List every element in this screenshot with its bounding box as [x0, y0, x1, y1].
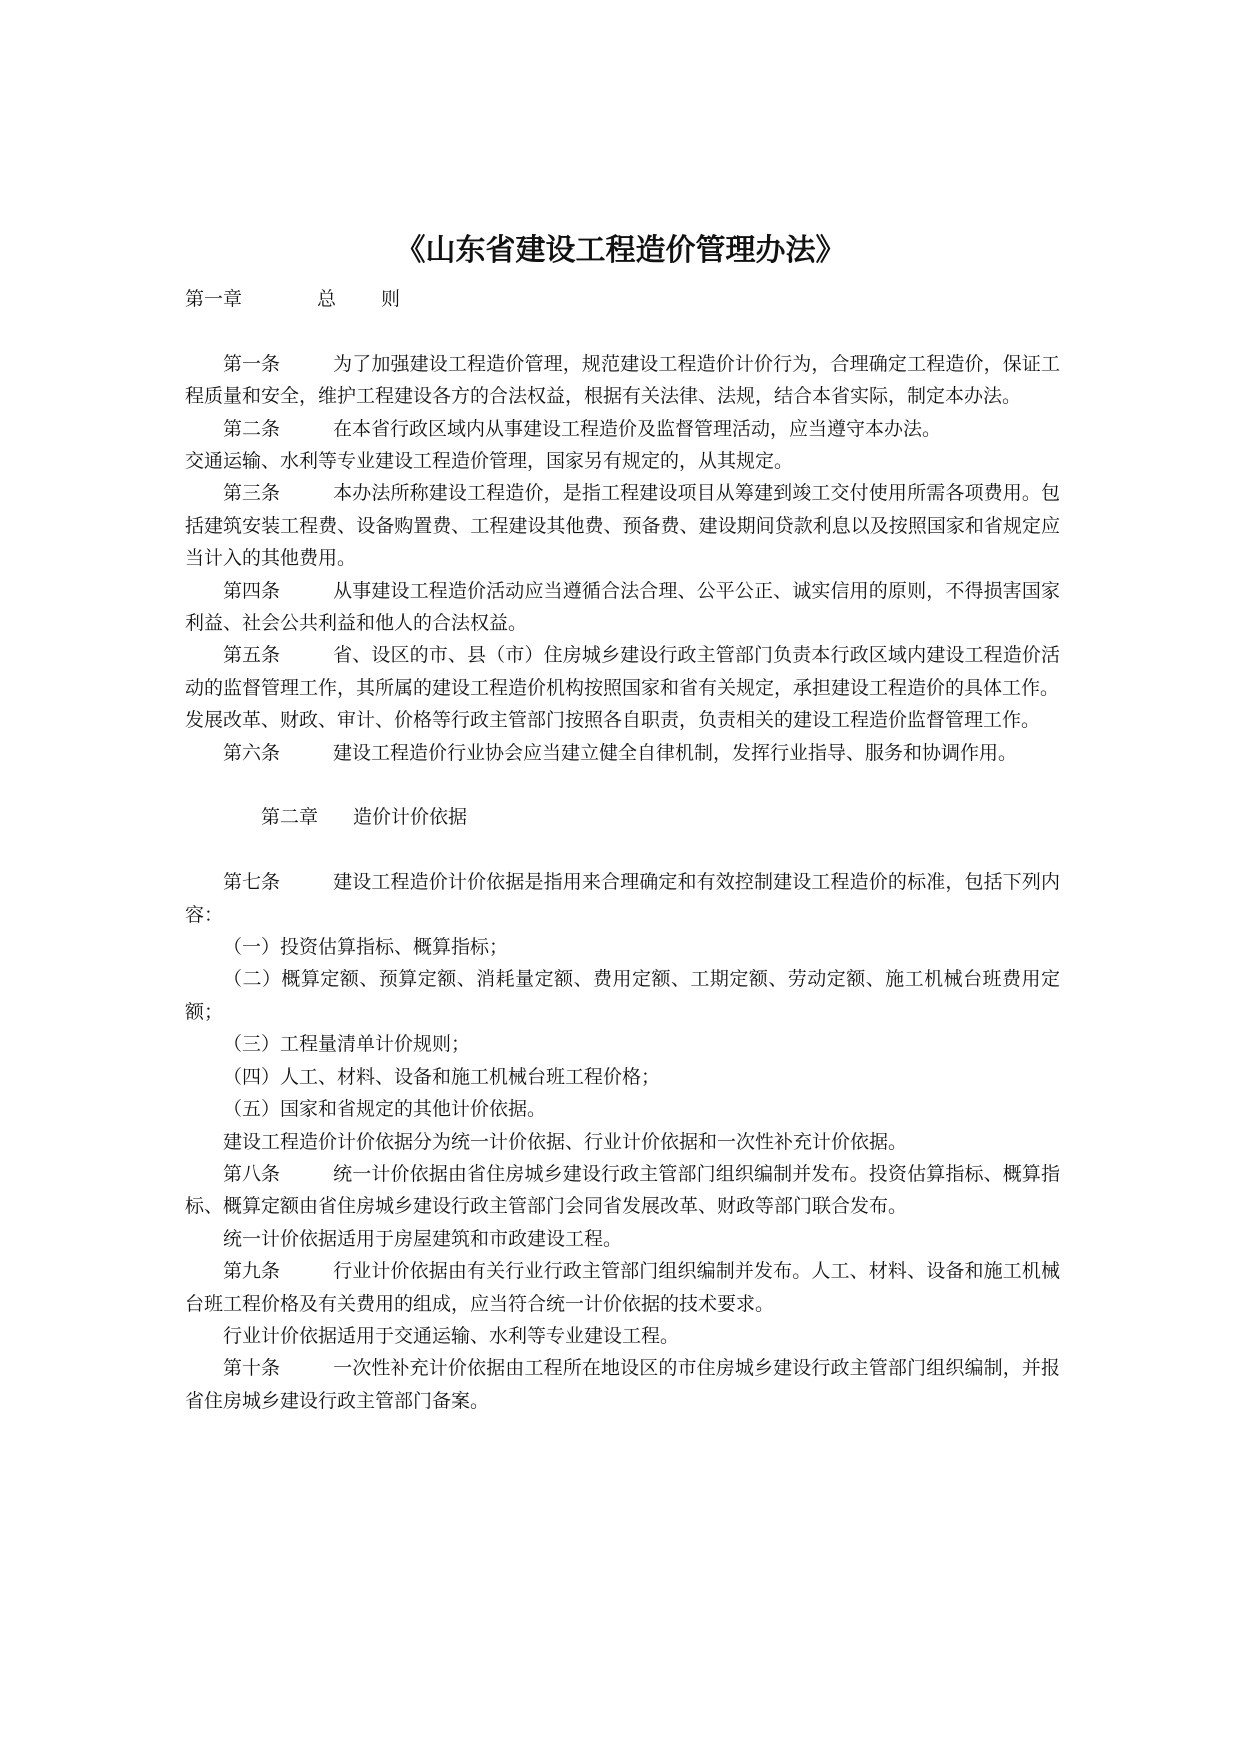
article: [185, 737, 1060, 769]
document-body: [185, 283, 1060, 1417]
article-number: 第九条: [223, 1260, 281, 1283]
paragraph: 统一计价依据适用于房屋建筑和市政建设工程。: [223, 1227, 623, 1250]
article-number: 第二条: [223, 417, 281, 440]
article: [185, 1158, 1060, 1223]
article: [185, 1352, 1060, 1417]
spacer: [185, 769, 1060, 801]
article-number: 第六条: [223, 741, 281, 764]
article-number: 第七条: [223, 871, 281, 894]
article-number: 第四条: [223, 579, 281, 602]
chapter-number: 第一章: [185, 288, 243, 310]
article-text: 统一计价依据由省住房城乡建设行政主管部门组织编制并发布。投资估算指标、概算指标、概算定额由省住房城乡建设行政主管部门会同省发展改革、财政等部门联合发布。: [185, 1162, 1060, 1218]
chapter-number: 第二章: [261, 806, 319, 829]
list-item: （三）工程量清单计价规则；: [223, 1033, 471, 1056]
list-item: （四）人工、材料、设备和施工机械台班工程价格；: [223, 1065, 661, 1088]
article-text: 在本省行政区域内从事建设工程造价及监督管理活动，应当遵守本办法。: [333, 417, 942, 440]
chapter-heading: [185, 283, 1060, 315]
article: [185, 413, 1060, 445]
article-text: 为了加强建设工程造价管理，规范建设工程造价计价行为，合理确定工程造价，保证工程质量和安全，维护工程建设各方的合法权益，根据有关法律、法规，结合本省实际，制定本办法。: [185, 352, 1060, 408]
document-title: 《山东省建设工程造价管理办法》: [395, 233, 846, 268]
chapter-title-char: 总: [317, 288, 337, 310]
chapter-heading: [185, 801, 1060, 833]
article-number: 第五条: [223, 644, 281, 667]
spacer: [185, 315, 1060, 347]
article: [185, 866, 1060, 931]
paragraph: 交通运输、水利等专业建设工程造价管理，国家另有规定的，从其规定。: [185, 450, 794, 473]
article-text: 一次性补充计价依据由工程所在地设区的市住房城乡建设行政主管部门组织编制，并报省住房城乡建设行政主管部门备案。: [185, 1357, 1060, 1412]
article-number: 第一条: [223, 352, 281, 375]
article-number: 第三条: [223, 482, 281, 505]
article-number: 第八条: [223, 1162, 281, 1185]
article-text: 建设工程造价行业协会应当建立健全自律机制，发挥行业指导、服务和协调作用。: [333, 741, 1018, 764]
spacer: [185, 834, 1060, 866]
article-text: 建设工程造价计价依据是指用来合理确定和有效控制建设工程造价的标准，包括下列内容：: [185, 871, 1060, 926]
article: [185, 575, 1060, 640]
list-item: （五）国家和省规定的其他计价依据。: [223, 1098, 547, 1121]
chapter-title: 造价计价依据: [353, 806, 468, 829]
article: [185, 348, 1060, 413]
article: [185, 477, 1060, 574]
article-text: 从事建设工程造价活动应当遵循合法合理、公平公正、诚实信用的原则，不得损害国家利益、社会公共利益和他人的合法权益。: [185, 579, 1060, 635]
article: [185, 639, 1060, 704]
article-text: 行业计价依据由有关行业行政主管部门组织编制并发布。人工、材料、设备和施工机械台班工程价格及有关费用的组成，应当符合统一计价依据的技术要求。: [185, 1260, 1060, 1315]
paragraph: 行业计价依据适用于交通运输、水利等专业建设工程。: [223, 1324, 680, 1347]
list-item: （一）投资估算指标、概算指标；: [223, 936, 509, 959]
list-item: （二）概算定额、预算定额、消耗量定额、费用定额、工期定额、劳动定额、施工机械台班费用定额；: [185, 968, 1060, 1023]
article-number: 第十条: [223, 1357, 281, 1380]
paragraph: 发展改革、财政、审计、价格等行政主管部门按照各自职责，负责相关的建设工程造价监督管理工作。: [185, 709, 1041, 732]
chapter-title-char: 则: [381, 288, 401, 310]
article-text: 本办法所称建设工程造价，是指工程建设项目从筹建到竣工交付使用所需各项费用。包括建筑安装工程费、设备购置费、工程建设其他费、预备费、建设期间贷款利息以及按照国家和省规定应当计入的其他费用。: [185, 482, 1060, 570]
paragraph: 建设工程造价计价依据分为统一计价依据、行业计价依据和一次性补充计价依据。: [223, 1130, 908, 1153]
article: [185, 1255, 1060, 1320]
article-text: 省、设区的市、县（市）住房城乡建设行政主管部门负责本行政区域内建设工程造价活动的监督管理工作，其所属的建设工程造价机构按照国家和省有关规定，承担建设工程造价的具体工作。: [185, 644, 1060, 699]
